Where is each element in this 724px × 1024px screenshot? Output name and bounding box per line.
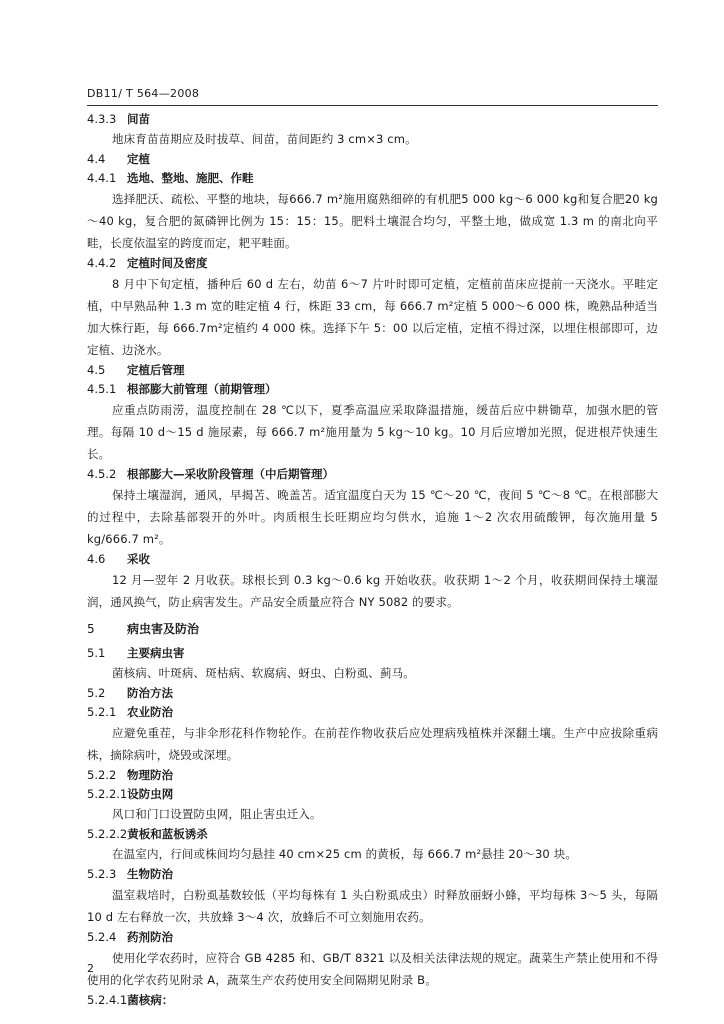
section-number: 5.2.2.2: [87, 827, 128, 841]
section-title: 定植: [127, 152, 150, 166]
section-heading: [87, 703, 658, 722]
paragraph: 温室栽培时，白粉虱基数较低（平均每株有 1 头白粉虱成虫）时释放丽蚜小蜂，平均每株 3～5 头，每隔 10 d 左右释放一次，共放蜂 3～4 次，放蜂后不可立刻施用农药。: [87, 888, 658, 924]
section-title: 间苗: [127, 112, 150, 126]
section-title: 定植后管理: [127, 363, 185, 377]
section-heading: [87, 766, 658, 785]
paragraph: 应避免重茬，与非伞形花科作物轮作。在前茬作物收获后应处理病残植株并深翻土壤。生产中应拔除重病株，摘除病叶，烧毁或深埋。: [87, 726, 658, 762]
section-heading: [87, 465, 658, 484]
section-heading: [87, 684, 658, 703]
paragraph: 选择肥沃、疏松、平整的地块，每666.7 m²施用腐熟细碎的有机肥5 000 kg～6 000 kg和复合肥20 kg～40 kg，复合肥的氮磷钾比例为 15：15：15。肥料土壤混合均匀，平整土地，做成宽 1.3 m 的南北向平畦，长度依温室的跨度而定，耙平畦面。: [87, 192, 658, 250]
paragraph: 保持土壤湿润，通风，早揭苫、晚盖苫。适宜温度白天为 15 ℃～20 ℃，夜间 5 ℃～8 ℃。在根部膨大的过程中，去除基部裂开的外叶。肉质根生长旺期应均匀供水，追施 1～2 次农用硫酸钾，每次施用量 5 kg/666.7 m²。: [87, 488, 658, 546]
section-title: 药剂防治: [127, 930, 173, 944]
section-title: 定植时间及密度: [127, 256, 208, 270]
section-number: 5.2.2.1: [87, 787, 128, 801]
section-number: 4.4.2: [87, 256, 117, 270]
section-title: 采收: [127, 552, 150, 566]
section-number: 4.6: [87, 552, 106, 566]
section-number: 4.4.1: [87, 171, 117, 185]
section-heading: [87, 620, 658, 639]
section-heading: [87, 785, 658, 804]
paragraph: 菌核病、叶斑病、斑枯病、软腐病、蚜虫、白粉虱、蓟马。: [112, 666, 415, 680]
header-divider: [87, 105, 658, 106]
section-number: 4.5.1: [87, 382, 117, 396]
paragraph: 在温室内，行间或株间均匀悬挂 40 cm×25 cm 的黄板，每 666.7 m²悬挂 20～30 块。: [112, 847, 577, 861]
section-number: 5.1: [87, 646, 106, 660]
section-heading: [87, 361, 658, 380]
section-title: 菌核病：: [127, 993, 174, 1007]
section-heading: [87, 550, 658, 569]
section-title: 根部膨大—采收阶段管理（中后期管理）: [127, 467, 334, 481]
paragraph: 8 月中下旬定植，播种后 60 d 左右，幼苗 6～7 片叶时即可定植，定植前苗床应提前一天浇水。平畦定植，中早熟品种 1.3 m 宽的畦定植 4 行，株距 33 cm，每 666.7 m²定植 5 000～6 000 株，晚熟品种适当加大株行距，每 666.7m²定植约 4 000 株。选择下午 5：00 以后定植，定植不得过深，以埋住根部即可，边定植、边浇水。: [87, 277, 658, 357]
section-number: 5.2.2: [87, 768, 117, 782]
section-heading: [87, 110, 658, 129]
section-number: 4.4: [87, 152, 106, 166]
paragraph: 地床育苗苗期应及时拔草、间苗，苗间距约 3 cm×3 cm。: [112, 132, 417, 146]
section-title: 农业防治: [127, 705, 173, 719]
section-heading: [87, 169, 658, 188]
section-number: 4.5: [87, 363, 106, 377]
paragraph: 应重点防雨涝，温度控制在 28 ℃以下，夏季高温应采取降温措施，缓苗后应中耕锄草，加强水肥的管理。每隔 10 d～15 d 施尿素，每 666.7 m²施用量为 5 kg～10 kg。10 月后应增加光照，促进根芹快速生长。: [87, 403, 658, 461]
section-heading: [87, 825, 658, 844]
section-heading: [87, 991, 658, 1010]
section-number: 5.2.4: [87, 930, 117, 944]
section-number: 5: [87, 622, 95, 636]
section-heading: [87, 928, 658, 947]
section-heading: [87, 865, 658, 884]
paragraph: 风口和门口设置防虫网，阻止害虫迁入。: [112, 807, 322, 821]
section-title: 物理防治: [127, 768, 173, 782]
section-title: 病虫害及防治: [127, 622, 200, 636]
section-heading: [87, 254, 658, 273]
section-title: 设防虫网: [127, 787, 174, 801]
section-title: 生物防治: [127, 867, 173, 881]
page-number: 2: [87, 962, 94, 975]
document-body: [87, 110, 658, 1010]
section-heading: [87, 380, 658, 399]
paragraph: 使用化学农药时，应符合 GB 4285 和、GB/T 8321 以及相关法律法规的规定。蔬菜生产禁止使用和不得使用的化学农药见附录 A，蔬菜生产农药使用安全间隔期见附录 B。: [87, 951, 658, 987]
section-heading: [87, 644, 658, 663]
section-title: 黄板和蓝板诱杀: [127, 827, 208, 841]
section-title: 防治方法: [127, 686, 173, 700]
section-title: 根部膨大前管理（前期管理）: [127, 382, 277, 396]
section-number: 5.2.4.1: [87, 993, 128, 1007]
section-number: 5.2: [87, 686, 106, 700]
section-number: 4.5.2: [87, 467, 117, 481]
section-title: 主要病虫害: [127, 646, 185, 660]
paragraph: 12 月—翌年 2 月收获。球根长到 0.3 kg～0.6 kg 开始收获。收获期 1～2 个月，收获期间保持土壤湿润，通风换气，防止病害发生。产品安全质量应符合 NY 5082 的要求。: [87, 573, 658, 609]
document-header: DB11/ T 564—2008: [87, 87, 200, 100]
section-title: 选地、整地、施肥、作畦: [127, 171, 254, 185]
section-number: 4.3.3: [87, 112, 117, 126]
section-number: 5.2.1: [87, 705, 117, 719]
section-heading: [87, 150, 658, 169]
section-number: 5.2.3: [87, 867, 117, 881]
